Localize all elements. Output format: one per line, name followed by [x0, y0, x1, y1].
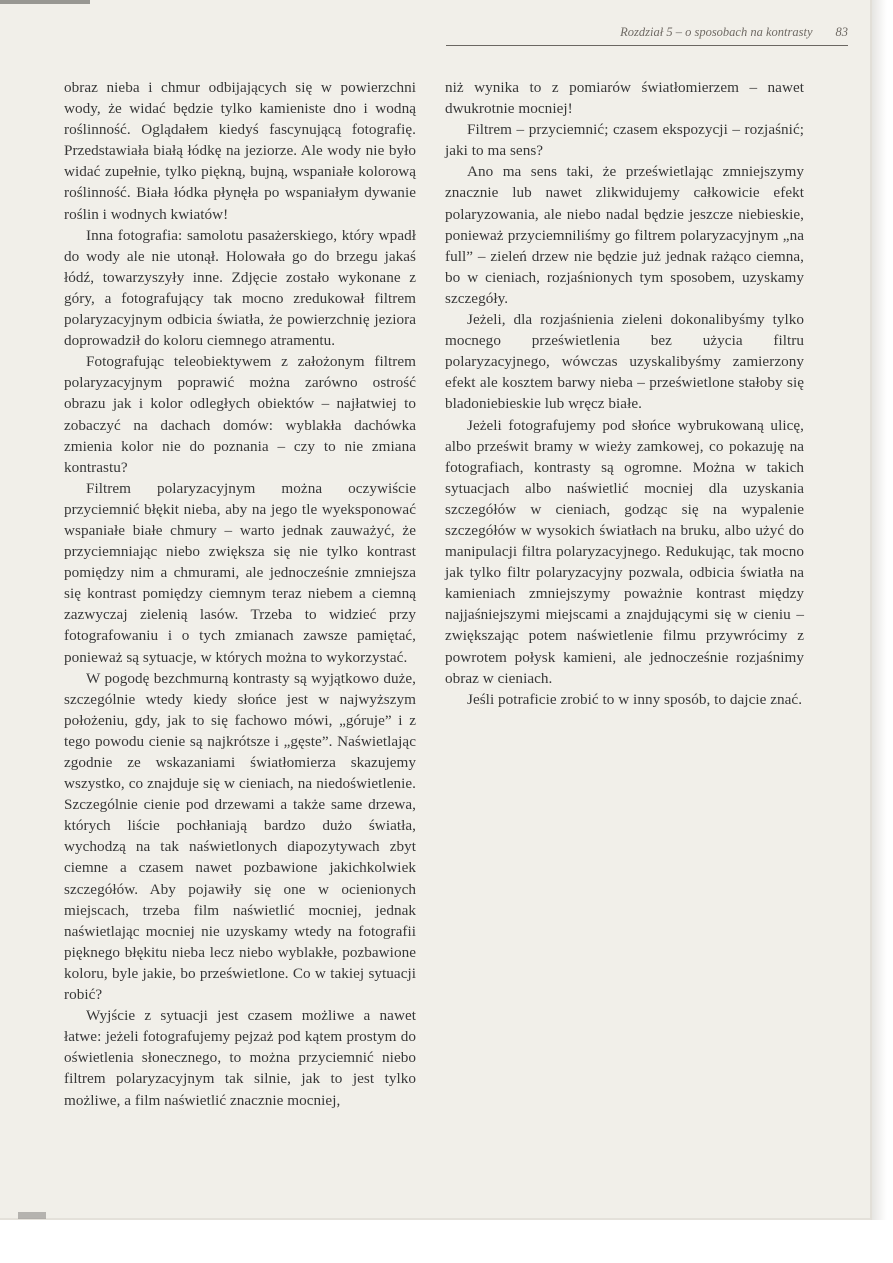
right-paragraph-2: Filtrem – przyciemnić; czasem ekspozycji – rozjaśnić; jaki to ma sens? — [445, 121, 804, 160]
chapter-title: Rozdział 5 – o sposobach na kontrasty — [620, 25, 813, 39]
left-paragraph-5: W pogodę bezchmurną kontrasty są wyjątkowo duże, szczególnie wtedy kiedy słońce jest w najwyższym położeniu, gdy, jak to się fachowo mówi, „góruje” i z tego powodu cienie są najkrótsze i „gęste”. Naświetlając zgodnie ze wskazaniami światłomierza skazujemy wszystko, co znajduje się w cieniach, na niedoświetlenie. Szczególnie cienie pod drzewami a także same drzewa, których liście pochłaniają bardzo dużo światła, wychodzą na tak naświetlonych diapozytywach zbyt ciemne a czasem nawet pozbawione jakichkolwiek szczegółów. Aby pojawiły się one w ocienionych miejscach, trzeba film naświetlić mocniej, jednak naświetlając mocniej nie uzyskamy wtedy na fotografii pięknego błękitu nieba lecz niebo wyblakłe, pozbawione koloru, byle jakie, bo prześwietlone. Co w takiej sytuacji robić? — [64, 669, 416, 1004]
left-paragraph-1: obraz nieba i chmur odbijających się w powierzchni wody, że widać będzie tylko kamieniste dno i wodną roślinność. Oglądałem kiedyś fascynującą fotografię. Przedstawiała białą łódkę na jeziorze. Ale wody nie było widać zupełnie, tylko piękną, bujną, wspaniałe kolorową roślinność. Biała łódka płynęła po wspaniałym dywanie roślin i wodnych kwiatów! — [64, 79, 416, 223]
left-paragraph-2: Inna fotografia: samolotu pasażerskiego, który wpadł do wody ale nie utonął. Holowała go do brzegu jakaś łódź, towarzyszyły inne. Zdjęcie zostało wykonane z góry, a fotografujący tak mocno zredukował filtrem polaryzacyjnym odbicia światła, że powierzchnię jeziora doprowadził do koloru ciemnego atramentu. — [64, 226, 416, 350]
right-paragraph-6: Jeśli potraficie zrobić to w inny sposób, to dajcie znać. — [467, 690, 803, 708]
right-paragraph-1: niż wynika to z pomiarów światłomierzem – nawet dwukrotnie mocniej! — [445, 79, 804, 118]
running-header — [446, 25, 848, 46]
scan-bottom-margin — [0, 1220, 893, 1263]
right-paragraph-5: Jeżeli fotografujemy pod słońce wybrukowaną ulicę, albo prześwit bramy w wieży zamkowej, co pokazuję na fotografiach, kontrasty są ogromne. Można w takich sytuacjach albo naświetlić mocniej dla uzyskania szczegółów w cieniach, godząc się na wypalenie szczegółów w wysokich światłach na bruku, albo użyć do manipulacji filtra polaryzacyjnego. Redukując, tak mocno jak tylko filtr polaryzacyjny pozwala, odbicia światła na kamieniach zmniejszymy poważnie kontrast między najjaśniejszymi miejscami a znajdującymi się w cieniu – zwiększając potem naświetlenie filmu przywrócimy z powrotem połysk kamieni, ale jednocześnie rozjaśnimy obraz w cieniach. — [445, 416, 804, 687]
scan-top-edge-mark — [0, 0, 90, 4]
right-paragraph-4: Jeżeli, dla rozjaśnienia zieleni dokonalibyśmy tylko mocnego prześwietlenia bez użycia filtru polaryzacyjnego, wówczas uzyskalibyśmy zamierzony efekt ale kosztem barwy nieba – prześwietlone stałoby się bladoniebieskie lub wręcz białe. — [445, 311, 804, 413]
right-paragraph-3: Ano ma sens taki, że prześwietlając zmniejszymy znacznie lub nawet zlikwidujemy całkowicie efekt polaryzowania, ale niebo nadal będzie jeszcze niebieskie, ponieważ przyciemniliśmy go filtrem polaryzacyjnym „na full” – zieleń drzew nie będzie już jednak rażąco ciemna, bo w cieniach, rozjaśnionych tym sposobem, uzyskamy szczegóły. — [445, 163, 804, 307]
left-paragraph-6: Wyjście z sytuacji jest czasem możliwe a nawet łatwe: jeżeli fotografujemy pejzaż pod kątem prostym do oświetlenia słonecznego, to można przyciemnić niebo filtrem polaryzacyjnym tak silnie, jak to jest tylko możliwe, a film naświetlić znacznie mocniej, — [64, 1007, 416, 1109]
left-text-column — [64, 77, 416, 1111]
left-paragraph-3: Fotografując teleobiektywem z założonym filtrem polaryzacyjnym poprawić można zarówno ostrość obrazu jak i kolor odległych obiektów – najłatwiej to zobaczyć na dachach domów: wyblakła dachówka zmienia kolor nie do poznania – czy to nie zmiana kontrastu? — [64, 353, 416, 476]
page-number: 83 — [835, 25, 848, 39]
scan-right-margin — [872, 0, 893, 1263]
left-paragraph-4: Filtrem polaryzacyjnym można oczywiście przyciemnić błękit nieba, aby na jego tle wyeksponować wspaniałe białe chmury – warto jednak zauważyć, że przyciemniając niebo zwiększa się nie tylko kontrast pomiędzy nim a chmurami, ale jednocześnie zmniejsza się kontrast pomiędzy ciemnym teraz niebem a ciemną zazwyczaj zielenią lasów. Trzeba to widzieć przy fotografowaniu i o tych zmianach zawsze pamiętać, ponieważ są sytuacje, w których można to wykorzystać. — [64, 479, 416, 666]
right-text-column — [445, 77, 804, 710]
scan-bottom-edge-mark — [18, 1212, 46, 1219]
